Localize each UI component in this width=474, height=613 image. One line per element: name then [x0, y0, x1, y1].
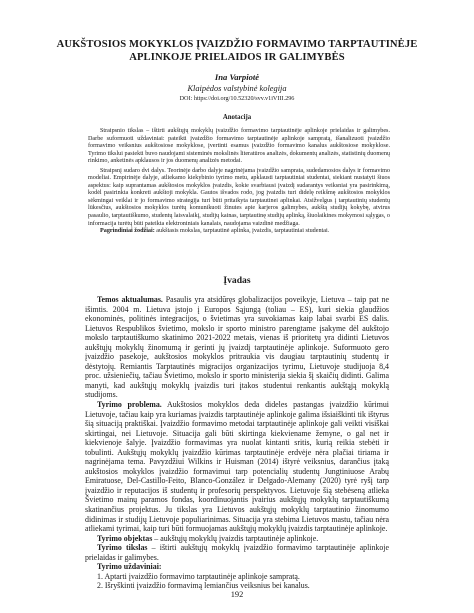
abstract-heading: Anotacija — [222, 114, 252, 121]
abstract — [88, 128, 390, 236]
relevance-text: Pasaulis yra atsidūręs globalizacijos poveikyje, Lietuva – taip pat ne išimtis. 2004 m. Lietuva įstojo į Europos Sąjungą (toliau – ES), kuri siekia glaudžios ekonominės, politinės integracijos, o švietimas yra suvokiamas kaip labai svarbi ES dalis. Lietuvos Respublikos švietimo, mokslo ir sporto ministro parengtame įsakyme dėl aukštojo mokslo tarptautiškumo skatinimo 2021-2022 metais, vienas iš prioritetų yra didinti Lietuvos aukštųjų mokyklų žinomumą ir gerinti jų įvaizdį tarptautinėje aplinkoje. Suformuoto gero įvaizdžio pasekoje, aukštosios mokyklos pritraukia vis daugiau tarptautinių studentų ir dėstytojų. Remiantis Tarptautinės migracijos organizacijos tyrimu, Lietuvoje studijuoja 8,4 proc. užsieniečių, tačiau Švietimo, mokslo ir sporto ministerija siekia šį skaičių didinti. Galima manyti, kad aukštųjų mokyklų įvaizdis turi įtakos studentui renkantis aukštąją mokyklą studijoms. — [85, 295, 389, 400]
problem-text: Aukštosios mokyklos deda dideles pastangas įvaizdžio kūrimui Lietuvoje, tačiau kaip yra kuriamas įvaizdis tarptautinėje aplinkoje galima išsiaiškinti tik ištyrus šią situaciją praktiškai. Įvaizdžio formavimo metodai tarptautinėje aplinkoje gali veikti visiškai skirtingai, nei Lietuvoje. Situacija gali būti skirtinga kiekviename žemyne, o gal net ir kiekvienoje šalyje. Įvaizdžio formavimas yra nuolat kintanti sritis, kurią reikia stebėti ir tobulinti. Aukštųjų mokyklų įvaizdžio kūrimas tarptautinėje erdvėje nėra plačiai tiriama ir nagrinėjama tema. Pavyzdžiui Wilkins ir Huisman (2014) ištyrė veiksnius, darančius įtaką aukštosios mokyklos įvaizdžio formavimui tarp potencialių studentų Jungtiniuose Arabų Emiratuose, Del-Castillo-Feito, Blanco-González ir Delgado-Alemany (2020) tyrė ryšį tarp įvaizdžio ir reputacijos iš studentų ir profesorių perspektyvos. Lietuvoje šią stebėseną atlieka Švietimo mainų paramos fondas, koordinuojantis įvairius aukštųjų mokyklų tarptautiškumą skatinančius projektus. Ju tikslas yra Lietuvos aukštųjų mokyklų tarptautinio žinomumo didinimas ir studijų Lietuvoje populiarinimas. Situacija yra stebima Lietuvos mastu, tačiau nėra atliekami tyrimai, kaip turi būti formuojamas aukštųjų mokyklų įvaizdis tarptautinėje aplinkoje. — [85, 400, 389, 534]
relevance-label: Temos aktualumas. — [97, 295, 163, 304]
introduction-body — [85, 295, 389, 591]
doi-link[interactable]: DOI: https://doi.org/10.52320/svv.v1iVIII.296 — [179, 95, 295, 102]
author-affiliation: Klaipėdos valstybinė kolegija — [187, 84, 287, 93]
list-item-task-2: 2. Išryškinti įvaizdžio formavimą lemiančius veiksnius bei kanalus. — [97, 581, 310, 591]
abstract-paragraph-2: Straipsnį sudaro dvi dalys. Teorinėje darbo dalyje nagrinėjama įvaizdžio samprata, sudedamosios dalys ir formavimo modeliai. Empirinėje dalyje, atliekamo kiekybinio tyrimo metu, apklausti tarptautiniai studentai, siekiant nustatyti šiuos aspektus: kaip suprantamas aukštosios mokyklos įvaizdis, kokie svarbiausi įvaizdį sudarantys veiksniai yra pasirinkimą, kodėl pasirinkta konkreti aukštoji mokykla. Gautos išvados rodo, jog įvaizdis turi didelę reikšmę aukštosios mokyklos sėkmingai veiklai ir jo formavimo strategija turi būti pritaikyta tarptautinei aplinkai. Atsižvelgus į tarptautinių studentų lūkesčius, aukštosios mokyklos turėtų komunikuoti žinutes apie karjeros galimybes, aukštą studijų kokybę, atvirus pasaulio, tarptautiškumo, studentų laisvalaikį, studijų kainas, tarptautinę studijų aplinką, šiuolaikines mokymosi sąlygas, o informacija turėtų būti pateikta elektroniniais kanalais, naudojama vaizdinė medžiaga. — [88, 167, 390, 227]
object-label: Tyrimo objektas — [97, 533, 153, 543]
title-line-2: APLINKOJE PRIELAIDOS IR GALIMYBĖS — [129, 52, 345, 63]
page-number: 192 — [230, 590, 244, 599]
author-name: Ina Varpiotė — [214, 72, 260, 82]
list-item-task-1: 1. Aptarti įvaizdžio formavimo tarptautinėje aplinkoje sampratą. — [97, 571, 300, 581]
title-line-1: AUKŠTOSIOS MOKYKLOS ĮVAIZDŽIO FORMAVIMO TARPTAUTINĖJE — [56, 39, 418, 50]
keywords-text: aukštasis mokslas, tarptautinė aplinka, įvaizdis, tarptautiniai studentai. — [154, 228, 330, 235]
paragraph-object — [85, 534, 389, 544]
problem-label: Tyrimo problema. — [97, 400, 162, 410]
paragraph-aim — [85, 543, 389, 562]
paragraph-relevance — [85, 295, 389, 400]
abstract-paragraph-1: Straipsnio tikslas – ištirti aukštųjų mokyklų įvaizdžio formavimo tarptautinėje aplinkoje prielaidas ir galimybes. Darbe suformuoti uždaviniai: pateikti įvaizdžio formavimo tarptautinėje aplinkoje sampratą, išanalizuoti įvaizdžio formavimo veiksnius aukštosiose mokyklose, įvertinti esamus įvaizdžio formavimo kanalus aukštosiose mokyklose. Tyrimo tikslui pasiekti buvo naudojami sisteminės mokslinės literatūros analizės, dokumentų analizės, statistinių duomenų rinkimo, anketinės apklausos ir jos duomenų analizės metodai. — [88, 128, 390, 165]
paper-title — [40, 38, 434, 64]
keywords-label: Pagrindiniai žodžiai: — [100, 228, 155, 235]
aim-text: – ištirti aukštųjų mokyklų įvaizdžio formavimo tarptautinėje aplinkoje prielaidas ir galimybes. — [85, 543, 390, 562]
aim-label: Tyrimo tikslas — [97, 543, 148, 553]
section-heading-introduction: Įvadas — [223, 275, 251, 286]
keywords — [88, 228, 390, 236]
paragraph-problem — [85, 400, 389, 534]
paragraph-tasks — [85, 562, 389, 572]
tasks-label: Tyrimo uždaviniai: — [97, 562, 162, 572]
object-text: – aukštųjų mokyklų įvaizdis tarptautinėje aplinkoje. — [152, 533, 319, 543]
